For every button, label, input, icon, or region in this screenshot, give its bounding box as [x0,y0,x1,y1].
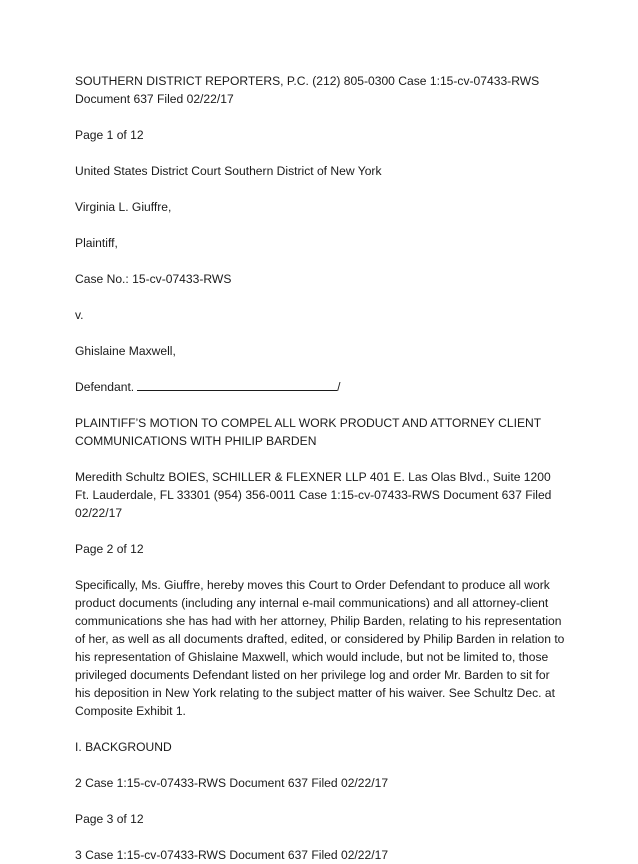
defendant-line [75,378,565,396]
defendant-name: Ghislaine Maxwell, [75,344,176,358]
footer-line-2: 2 Case 1:15-cv-07433-RWS Document 637 Filed 02/22/17 [75,776,389,790]
page-number-1: Page 1 of 12 [75,128,144,142]
signature-blank [137,378,337,391]
header-line: SOUTHERN DISTRICT REPORTERS, P.C. (212) 805-0300 Case 1:15-cv-07433-RWS Document 637 Filed 02/22/17 [75,74,540,106]
page-number-2: Page 2 of 12 [75,542,144,556]
document-page [75,72,565,864]
defendant-role: Defendant. [75,380,135,394]
motion-title: PLAINTIFF’S MOTION TO COMPEL ALL WORK PRODUCT AND ATTORNEY CLIENT COMMUNICATIONS WITH PHILIP BARDEN [75,416,541,448]
footer-line-3: 3 Case 1:15-cv-07433-RWS Document 637 Filed 02/22/17 [75,848,389,862]
section-heading: I. BACKGROUND [75,740,172,754]
attorney-block: Meredith Schultz BOIES, SCHILLER & FLEXNER LLP 401 E. Las Olas Blvd., Suite 1200 Ft. Lauderdale, FL 33301 (954) 356-0011 Case 1:15-cv-07433-RWS Document 637 Filed 02/22/17 [75,470,552,520]
page-number-3: Page 3 of 12 [75,812,144,826]
versus: v. [75,308,84,322]
plaintiff-name: Virginia L. Giuffre, [75,200,172,214]
court-name: United States District Court Southern District of New York [75,164,382,178]
defendant-slash: / [337,380,341,394]
case-number: Case No.: 15-cv-07433-RWS [75,272,232,286]
body-paragraph: Specifically, Ms. Giuffre, hereby moves this Court to Order Defendant to produce all work product documents (including any internal e-mail communications) and all attorney-client communications she has had with her attorney, Philip Barden, relating to his representation of her, as well as all documents drafted, edited, or considered by Philip Barden in relation to his representation of Ghislaine Maxwell, which would include, but not be limited to, those privileged documents Defendant listed on her privilege log and order Mr. Barden to sit for his deposition in New York relating to the subject matter of his waiver. See Schultz Dec. at Composite Exhibit 1. [75,578,565,718]
plaintiff-role: Plaintiff, [75,236,118,250]
